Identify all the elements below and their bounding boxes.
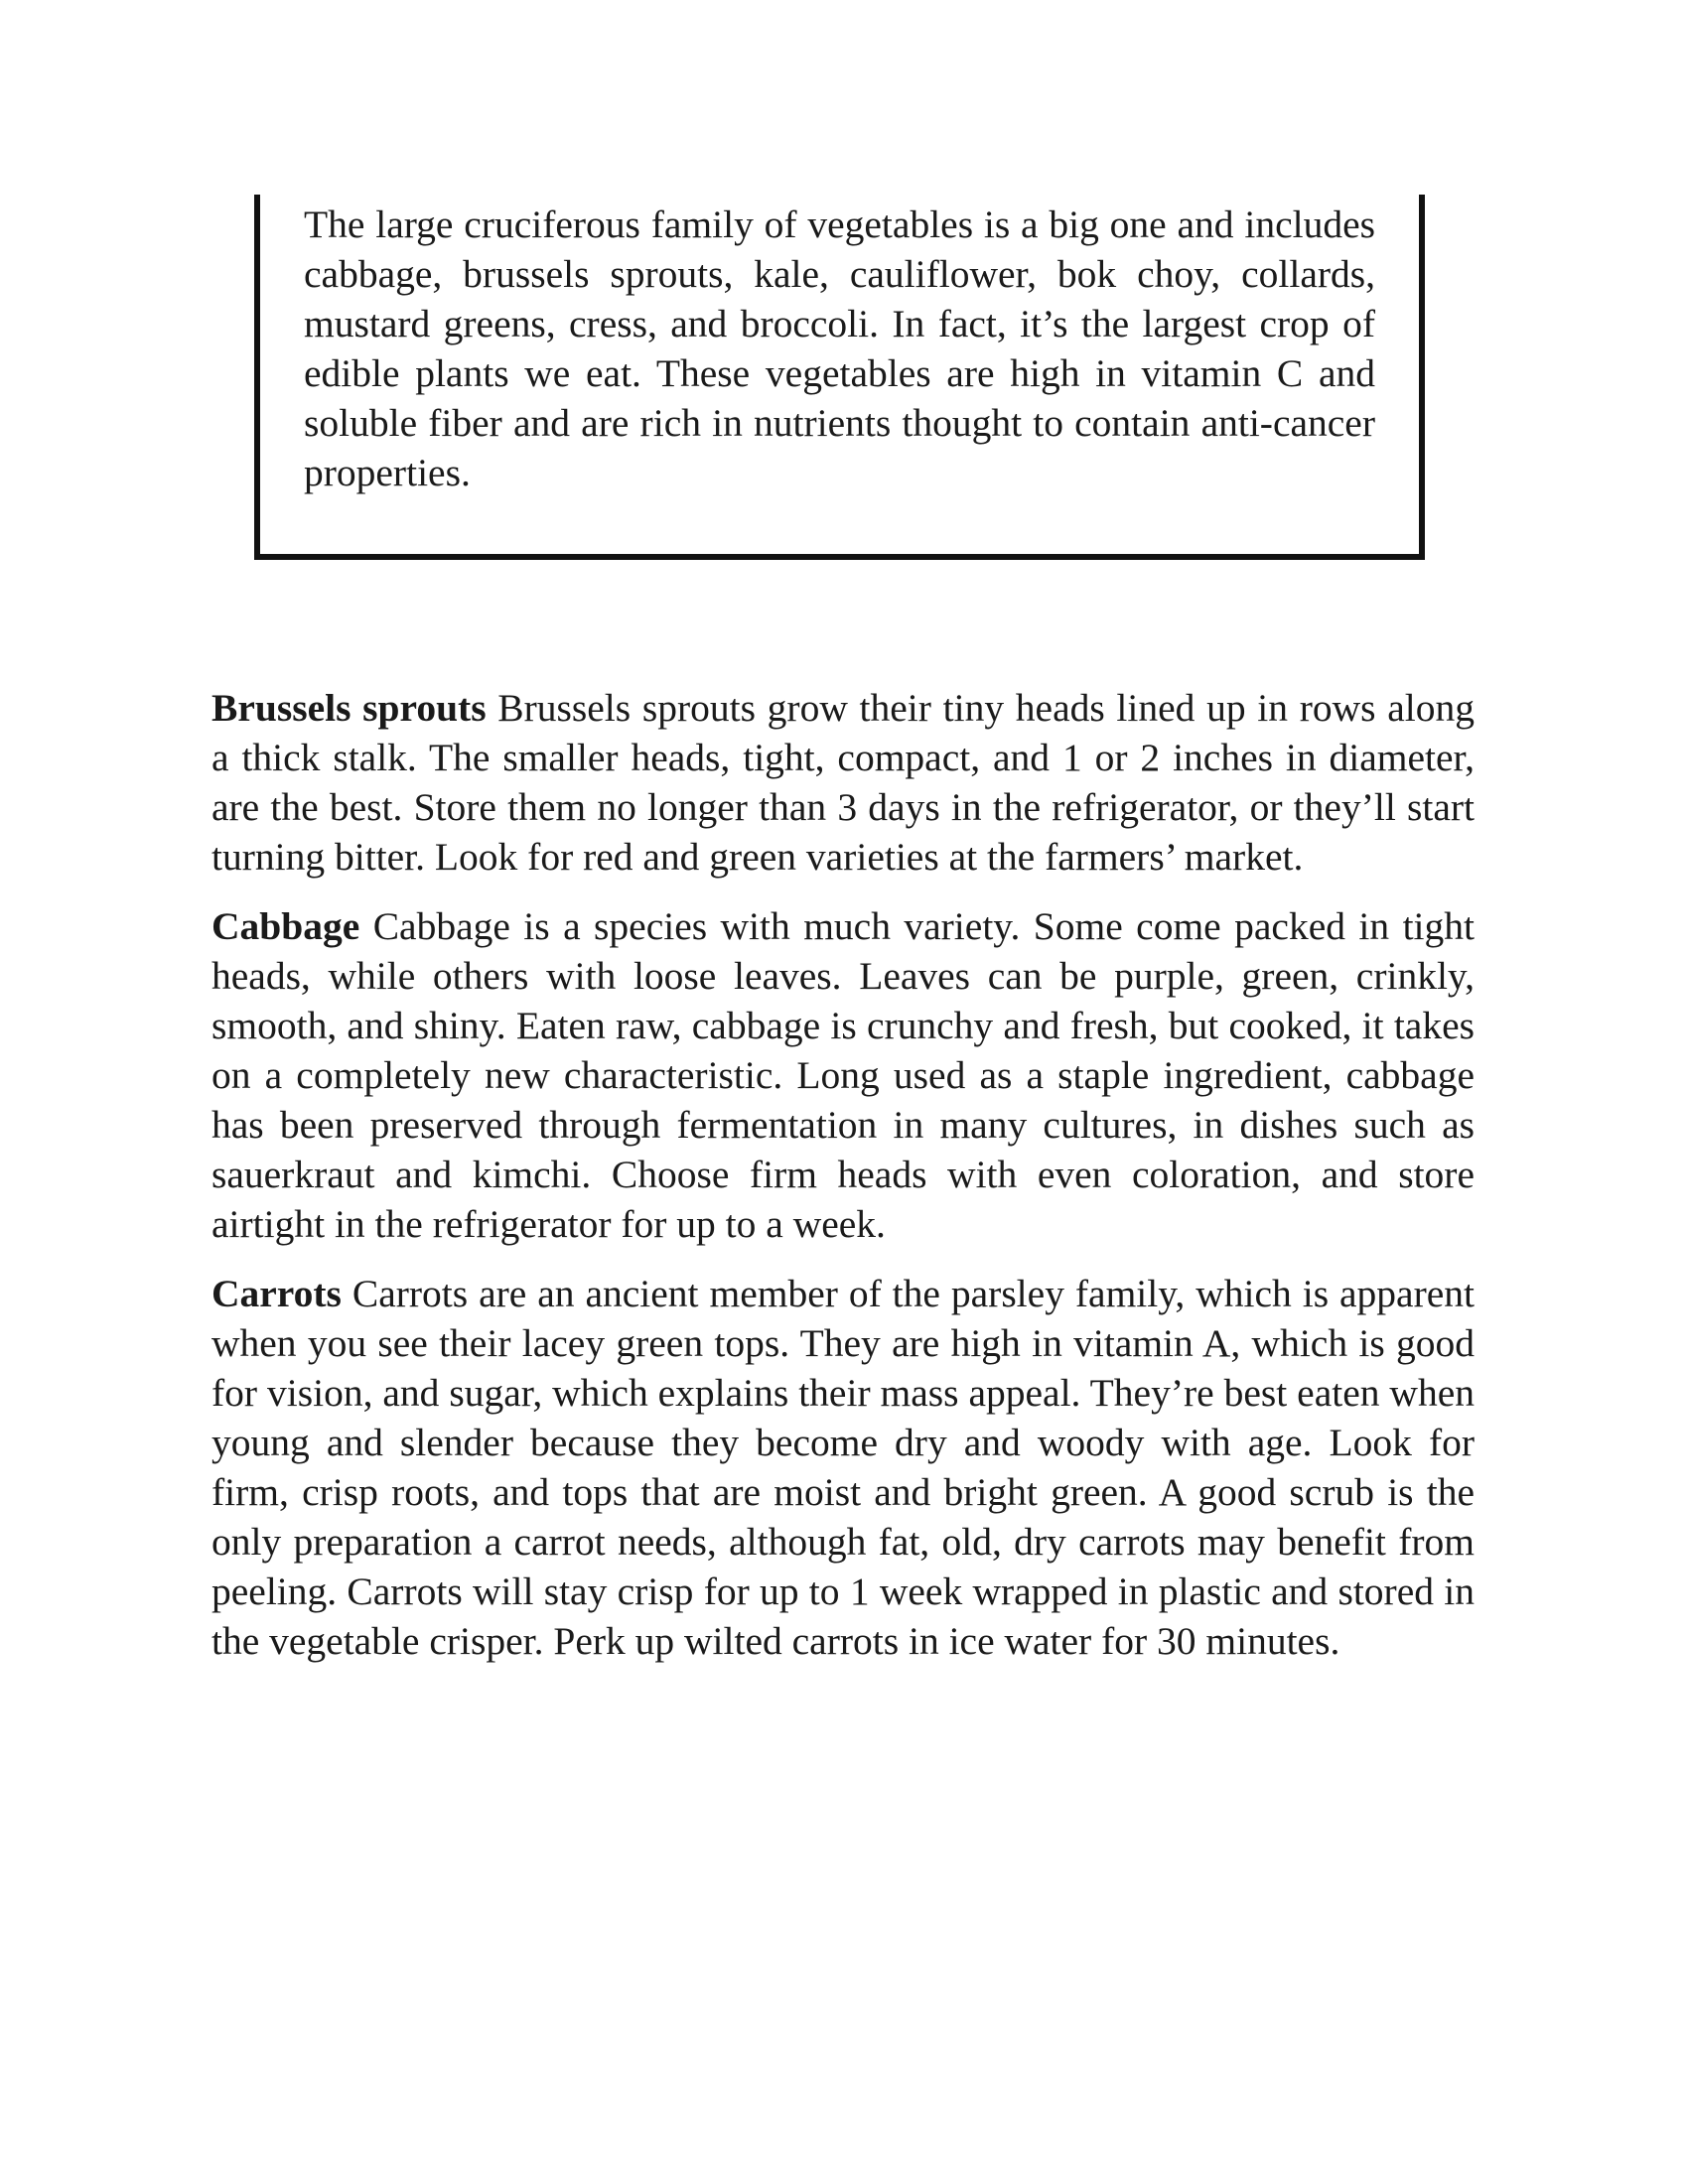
entry-cabbage [211, 901, 1475, 1249]
entry-term: Brussels sprouts [211, 686, 487, 730]
entry-brussels-sprouts [211, 683, 1475, 882]
intro-sidebar-box [254, 195, 1425, 560]
entry-text: Cabbage is a species with much variety. Some come packed in tight heads, while others with loose leaves. Leaves can be purple, green, crinkly, smooth, and shiny. Eaten raw, cabbage is crunchy and fresh, but cooked, it takes on a completely new characteristic. Long used as a staple ingredient, cabbage has been preserved through fermentation in many cultures, in dishes such as sauerkraut and kimchi. Choose firm heads with even coloration, and store airtight in the refrigerator for up to a week. [211, 904, 1475, 1246]
entry-text: Carrots are an ancient member of the parsley family, which is apparent when you see their lacey green tops. They are high in vitamin A, which is good for vision, and sugar, which explains their mass appeal. They’re best eaten when young and slender because they become dry and woody with age. Look for firm, crisp roots, and tops that are moist and bright green. A good scrub is the only preparation a carrot needs, although fat, old, dry carrots may benefit from peeling. Carrots will stay crisp for up to 1 week wrapped in plastic and stored in the vegetable crisper. Perk up wilted carrots in ice water for 30 minutes. [211, 1272, 1475, 1663]
entry-text: Brussels sprouts grow their tiny heads lined up in rows along a thick stalk. The smaller heads, tight, compact, and 1 or 2 inches in diameter, are the best. Store them no longer than 3 days in the refrigerator, or they’ll start turning bitter. Look for red and green varieties at the farmers’ market. [211, 686, 1475, 879]
entry-term: Cabbage [211, 904, 360, 948]
intro-sidebar-text: The large cruciferous family of vegetables is a big one and includes cabbage, brussels sprouts, kale, cauliflower, bok choy, collards, mustard greens, cress, and broccoli. In fact, it’s the largest crop of edible plants we eat. These vegetables are high in vitamin C and soluble fiber and are rich in nutrients thought to contain anti-cancer properties. [304, 203, 1375, 494]
entry-carrots [211, 1269, 1475, 1666]
vegetable-entries [211, 683, 1475, 1686]
entry-term: Carrots [211, 1272, 342, 1315]
